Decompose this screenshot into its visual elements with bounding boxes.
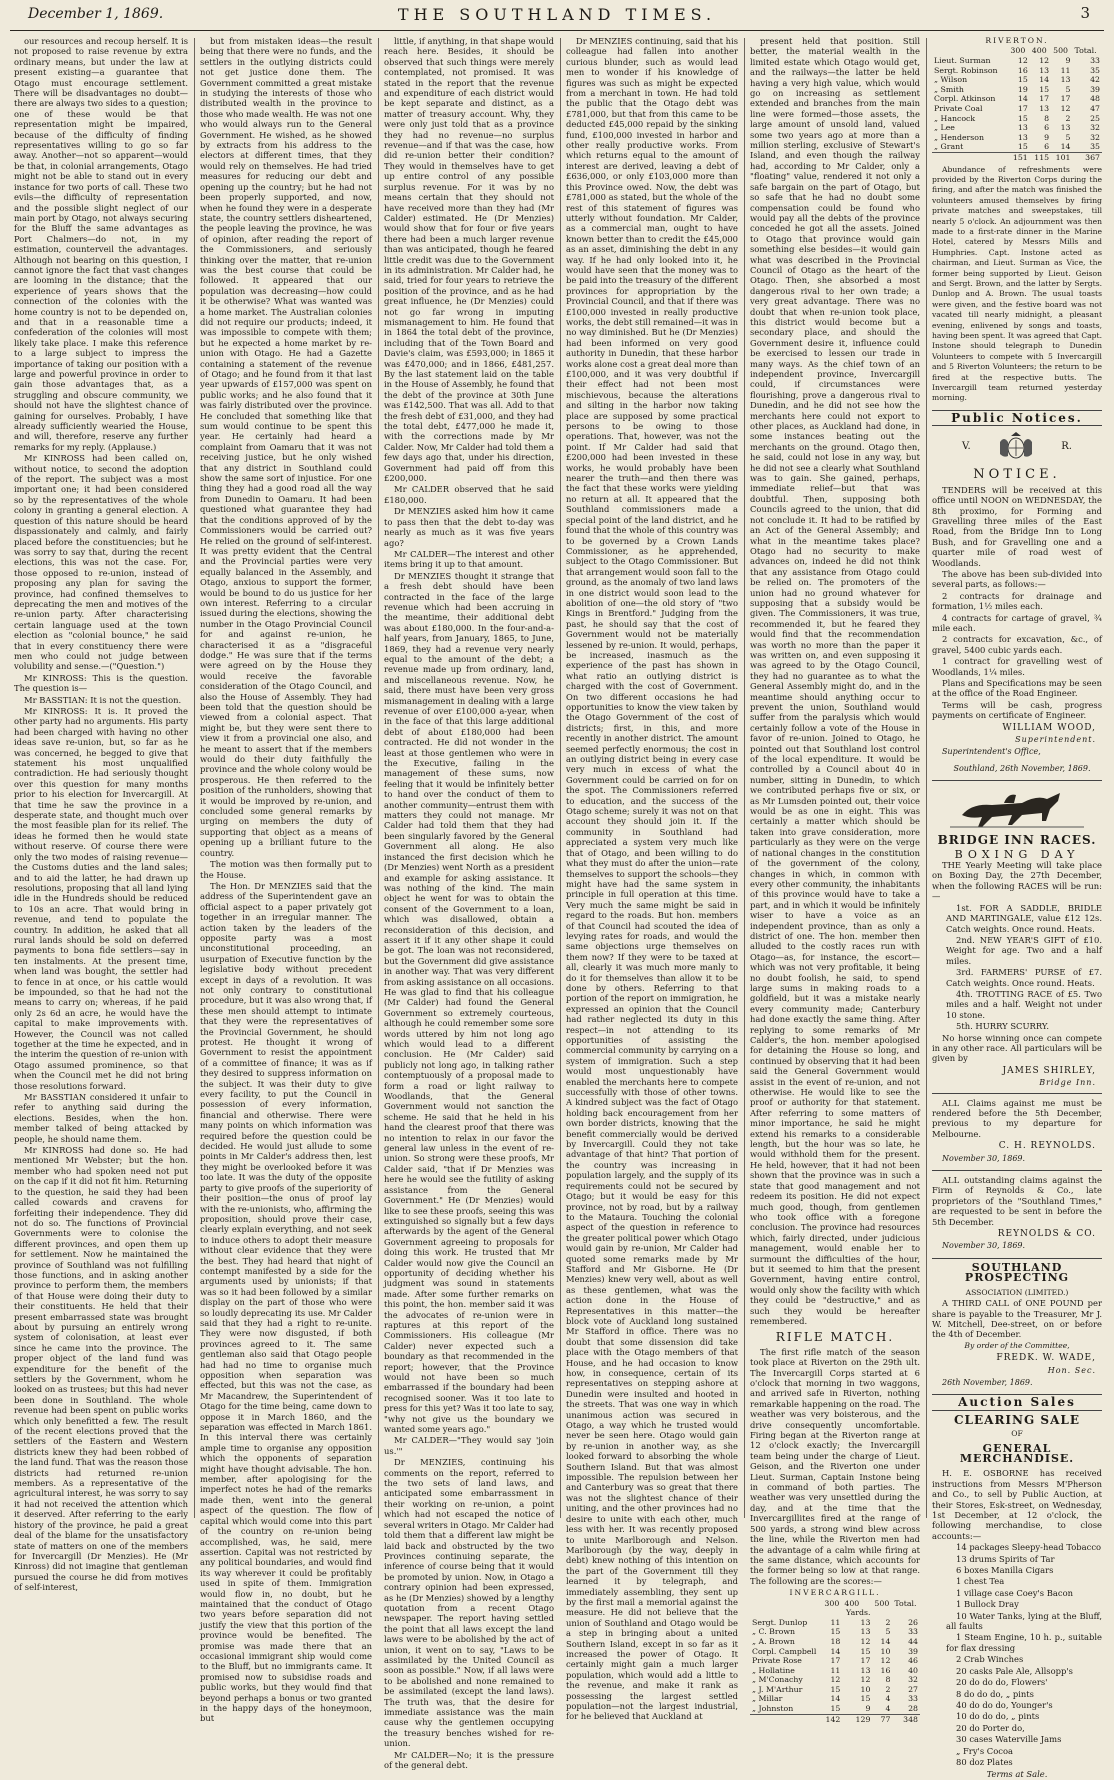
clearing-sale-of: OF (1011, 1429, 1023, 1439)
paragraph: Mr CALDER—No; it is the pressure of the general debt. (384, 1749, 554, 1771)
table-cell: 11 (1060, 65, 1071, 75)
table-cell: 142 (822, 1714, 842, 1724)
issue-date: December 1, 1869. (28, 6, 164, 22)
paragraph: 8 do do do, „ pints (956, 1688, 1034, 1699)
table-row (932, 46, 1102, 56)
paragraph: Mr KINROSS: It is. It proved the other party had no arguments. His party had been charged with having no other ideas save re-union, but, so far as he was concerned, he begged to give that statement his most unqualified contradiction. He had seriously thought over this question for many months prior to his election for Invercargill. At that time he saw the province in a desperate state, and thought much over the most feasible plan for its relief. The ideas he formed then he would state without reserve. Of course there were only the two modes of raising revenue—the Customs duties and the land sales; and to aid the latter, he had drawn up resolutions, proposing that all land lying idle in the Hundreds should be reduced to 10s an acre. That would bring in revenue, and tend to populate the country. In addition, he asked that all rural lands should be sold on deferred payments to bona fide settlers—say in ten instalments. At the present time, when land was bought, the settler had to fence in at once, or his cattle would be impounded, so that he had not the means to carry on; whereas, if he paid only 2s 6d an acre, he would have the capital to make improvements with. However, the Council was not called together at the time he expected, and in the interim the question of re-union with Otago assumed prominence, so that when the Council met he did not bring those resolutions forward. (14, 706, 188, 1091)
paragraph: 14 packages Sleepy-head Tobacco (956, 1542, 1102, 1553)
table-cell: 10 (880, 1646, 891, 1656)
table-cell: 14 (880, 1636, 891, 1646)
article-column-2 (200, 36, 372, 1724)
table-cell: 15 (1017, 75, 1028, 85)
paragraph: 2 Crab Winches (956, 1654, 1024, 1665)
notices-column (932, 36, 1102, 1780)
table-row (932, 114, 1102, 124)
races-sign-place: Bridge Inn. (1039, 1078, 1096, 1088)
paragraph: Mr KINROSS had been called on, without notice, to second the adoption of the report. The subject was a most important one; it had been considered so by the representatives of the whole colony in granting a general election. A question of this nature should be heard dispassionately and calmly, and fairly placed before the constituencies; but he was sorry to say that, during the recent elections, this was not the case. For, those opposed to re-union, instead of proposing any plan for saving the province, had confined themselves to deprecating the men and motives of the re-union party. After characterising certain language used at the town election as "colonial bounce," he said that in every constituency there were men who could not judge between volubility and sense.—("Question.") (14, 453, 188, 672)
table-row (932, 133, 1102, 143)
racehorse-icon (942, 785, 1092, 831)
table-cell: 19 (1017, 84, 1028, 94)
prospecting-sign-title: Hon. Sec. (1047, 1365, 1096, 1375)
table-cell: 6 (1044, 142, 1050, 152)
table-row (932, 85, 1102, 95)
table-cell: 33 (908, 1694, 918, 1704)
table-cell: 13 (1039, 65, 1050, 75)
claims-reynolds: ALL Claims against me must be rendered before the 5th December, previous to my departure for Melbourne. (932, 1097, 1102, 1139)
table-cell: 300 (1010, 46, 1026, 56)
paragraph: 3rd. FARMERS' PURSE of £7. Catch weights. Once round. Heats. (946, 967, 1102, 988)
table-cell: „ M'Conachy (752, 1675, 803, 1685)
paragraph: Mr CALDER—"They would say 'join us.'" (384, 1435, 554, 1456)
invercargill-scores-table (750, 1599, 920, 1725)
table-cell: „ Johnston (752, 1704, 794, 1714)
prospecting-text: A THIRD CALL of ONE POUND per share is payable to the Treasurer, Mr J. W. Mitchell, Dee-street, on or before the 4th of December. (932, 1298, 1102, 1340)
vr-left: V. (962, 441, 971, 453)
races-title: BRIDGE INN RACES. (937, 833, 1097, 848)
table-cell (932, 46, 1008, 56)
table-cell: 9 (865, 1704, 871, 1714)
table-cell: 15 (860, 1646, 871, 1656)
table-cell: 4 (885, 1694, 891, 1704)
prospecting-by: By order of the Committee, (964, 1340, 1070, 1350)
table-cell: 15 (830, 1627, 841, 1637)
paragraph: 1 contract for gravelling west of Woodlands, 1¼ miles. (932, 656, 1102, 677)
paragraph: Mr BASSTIAN: It is not the question. (24, 694, 182, 705)
table-cell: 13 (1060, 75, 1071, 85)
table-cell: „ Hollatine (752, 1665, 795, 1675)
table-cell: 33 (1090, 56, 1100, 65)
table-cell: 12 (830, 1675, 841, 1685)
table-cell: 5 (1065, 132, 1071, 142)
table-cell (822, 1608, 842, 1618)
table-cell: 17 (830, 1656, 841, 1666)
table-row (932, 66, 1102, 76)
newspaper-title: THE SOUTHLAND TIMES. (397, 5, 717, 24)
table-cell: 2 (885, 1617, 891, 1627)
table-cell: „ C. Brown (752, 1627, 796, 1637)
column-divider (378, 38, 379, 1518)
table-cell: 40 (908, 1665, 918, 1675)
table-row (750, 1685, 920, 1695)
claims-reynolds-date: November 30, 1869. (942, 1153, 1026, 1163)
table-cell: Total. (894, 1598, 917, 1608)
clearing-sale-title: CLEARING SALE (954, 1412, 1080, 1427)
table-cell: 14 (830, 1646, 841, 1656)
notice-title: NOTICE. (973, 467, 1061, 483)
table-cell: 6 (1044, 123, 1050, 133)
paragraph: 20 do do do, Flowers' (956, 1677, 1048, 1688)
table-cell: 13 (860, 1665, 871, 1675)
table-cell: 500 (874, 1598, 890, 1608)
table-cell: 33 (908, 1627, 918, 1637)
table-cell: 12 (880, 1656, 891, 1666)
table-cell: 15 (1017, 142, 1028, 152)
table-cell (750, 1714, 822, 1724)
column-divider (926, 38, 927, 1518)
table-row (750, 1599, 920, 1609)
paragraph: 2 contracts for excavation, &c., of gravel, 5400 cubic yards each. (932, 634, 1102, 655)
table-cell: 11 (830, 1665, 841, 1675)
table-cell: „ Wilson (934, 75, 968, 85)
table-row (750, 1637, 920, 1647)
paragraph: Dr MENZIES continuing, said that his colleague had fallen into another curious blunder, such as would lead men to wonder if his knowledge of figures was such as might be expected from a merchant in town. He had told the public that the Otago debt was £781,000, but that from this came to be deducted £45,000 repaid by the sinking fund, £100,000 invested in harbor and other really productive works. From which returns equal to the amount of interest are derived, leaving a debt of £636,000, or only £103,000 more than this Province owed. Now, the debt was £781,000 as stated, but the whole of the rest of this statement of figures was utterly without foundation. Mr Calder, as a commercial man, ought to have known better than to credit the £45,000 as an asset, diminishing the debt in any way. If he had only looked into it, he would have seen that the money was to be paid into the treasury of the different provinces for appropriation by the Provincial Council, and that if there was £100,000 invested in really productive works, the debt still remained—it was in no way diminished. But he (Dr Menzies) had been informed on very good authority in Dunedin, that these harbor works alone cost a great deal more than £100,000, and it was very doubtful if their effect had not been most mischievous, because the alterations and silting in the harbor now taking place are supposed by some practical persons to be owing to those operations. That, however, was not the point. If Mr Calder had said that £200,000 had been invested in these works, he would probably have been nearer the truth—and then there was the fact that these works were yielding no return at all. It appeared that the Southland commissioners made a special point of the land district, and he found that the whole of this country was to be governed by a Crown Lands Commissioner, as he apprehended, subject to the Otago Commissioner. But that arrangement would soon fall to the ground, as the anomaly of two land laws in one district would soon lead to the abolition of one—the old story of "two Kings in Brentford." Judging from the past, he should say that the cost of Government would not be materially lessened by re-union. It would, perhaps, be increased, inasmuch as the experience of the past has shown in what ratio an outlying district is charged with the cost of Government. On two different occasions he had opportunities to know the view taken by the Otago Government of the cost of districts; first, in this, and more recently in another district. The amount seemed perfectly enormous; the cost in an outlying district being in every case very much in excess of what the Government could be carried on for on the spot. The Commissioners referred to education, and the success of the Otago scheme; surely it was not on that account they should join it. If the community in Southland had appreciated a system very much like that of Otago, and been willing to do what they must do after the union—rate themselves to support the schools—they might have had the same system in principle in full operation at this time. Very much the same might be said in regard to the roads. But hon. members of that Council had scouted the idea of levying rates for roads, and would the same objections urge themselves on them now? If they were to be taxed at all, clearly it was much more manly to do it for themselves than allow it to be done by others. Referring to that portion of the report on immigration, he expressed an opinion that the Council had rather neglected its duty in this respect—in not attending to its opportunities of assisting the commercial community by carrying on a system of immigration. Such a step would most unquestionably have enabled the merchants here to compete successfully with those of other towns. A kindred subject was the fact of Otago holding back encouragement from her own border districts, knowing that the benefit commercially would be derived by Invercargill. Could they not take advantage of that hint? That portion of the country was increasing in population largely, and the supply of its requirements could not be secured by Otago; but it would be easy for this province, not by road, but by a railway to the Mataura. Touching the colonial aspect of the question in reference to the greater political power which Otago would gain by re-union, Mr Calder had quoted some remarks made by Mr Stafford and Mr Gisborne. He (Dr Menzies) knew very well, about as well as these gentlemen, what was the action done in the House of Representatives in this matter—the block vote of Auckland long sustained Mr Stafford in office. There was no doubt that some dissension did take place with the Otago members of that House, and he had occasion to know how, in consequence, certain of its representatives on stepping ashore at Dunedin were insulted and hooted in the streets. That was one way in which unanimous action was secured in Otago, a way which he trusted would never be seen here. Otago would gain by re-union in another way, as she looked forward to absorbing the whole Southern Island. But that was almost impossible. The repulsion between her and Canterbury was so great that there was not the slightest chance of their uniting, and the other provinces had no desire to unite with each other, much less with her. It was recently proposed to unite Marlborough and Nelson. Marlborough (by the way, deeply in debt) knew nothing of this intention on the part of the Government till they learned it by telegraph, and immediately assembling, they sent up by the first mail a memorial against the measure. He did not believe that the union of Southland and Otago would be a step in bringing about a united Southern Island, except in so far as it increased the power of Otago. It certainly might gain a much larger population, which would add a little to the revenue, and make it rank as possessing the largest settled population—not the largest industrial, for he believed that Auckland at (566, 36, 738, 1722)
table-cell: 17 (1017, 103, 1028, 113)
table-cell: 129 (842, 1714, 872, 1724)
royal-crest-icon (994, 432, 1038, 462)
table-cell: 8 (885, 1675, 891, 1685)
table-row (932, 56, 1102, 66)
table-cell: 9 (1065, 56, 1071, 65)
races-intro: THE Yearly Meeting will take place on Boxing Day, the 27th December, when the following RACES will be run:— (932, 860, 1102, 902)
paragraph: 1st. FOR A SADDLE, BRIDLE AND MARTINGALE, value £12 12s. Catch weights. Once round. Heats. (946, 902, 1102, 934)
table-cell (750, 1608, 822, 1618)
paragraph: 20 casks Pale Ale, Allsopp's (956, 1665, 1073, 1676)
paragraph: Dr MENZIES thought it strange that a fresh debt should have been contracted in the face of the large revenue which had been accruing in the meantime, their additional debt was about £180,000. In the four-and-a-half years, from January, 1865, to June, 1869, they had a revenue very nearly equal to the amount of the debt; a revenue made up from ordinary, land, and miscellaneous revenue. Now, he said, there must have been very gross mismanagement in dealing with a large revenue of over £100,000 a-year, when in the face of that this large additional debt of about £180,000 had been contracted. He did not wonder in the least at those gentlemen who were in the Executive, failing in the management of these sums, now feeling that it would be infinitely better to hand over the conduct of them to another community—entrust them with matters they could not manage. Mr Calder had told them that they had been singularly favored by the General Government all along. He also instanced the first decision which he (Dr Menzies) went North as a president and example for asking assistance. It was nothing of the kind. The main object he went for was to obtain the consent of the Government to a loan, which was disallowed, obtain a reconsideration of this decision, and assert it if it any other shape it could be got. The loan was not reconsidered, but the Government did give assistance in another way. That was very different from asking assistance on all occasions. He was glad to find that his colleague (Mr Calder) had found the General Government so extremely courteous, although he could remember some sore words uttered by him not long ago which would lead to a different conclusion. He (Mr Calder) said publicly not long ago, in talking rather contemptuously of a proposal made to form a road or light railway to Woodlands, that the General Government would not sanction the scheme. He said that he held in his hand the clearest proof that there was no intention to relax in our favor the general law unless in the event of re-union. So strong were these proofs, Mr Calder said, "that if Dr Menzies was here he would see the futility of asking assistance from the General Government." He (Dr Menzies) would like to see these proofs, seeing this was extinguished so signally but a few days afterwards by the agent of the General Government agreeing to proposals for doing this work. He trusted that Mr Calder would now give the Council an opportunity of deciding whether his judgment was sound in statements made. After some further remarks on this point, the hon. member said it was the advocates of re-union were in raptures at this report of the Commissioners. His colleague (Mr Calder) never expected such a boundary as that recommended in the report; however, that the Province would not have been so much embarrassed if the boundary had been recognised sooner. Was it too late to press for this yet? Was it too late to say, "why not give us the boundary we wanted some years ago." (384, 570, 554, 1435)
table-cell: 348 (892, 1714, 920, 1724)
paragraph: 40 do do do, Younger's (956, 1699, 1053, 1710)
paragraph: Mr BASSTIAN considered it unfair to refer to anything said during the elections. Besides, when the hon. member talked of being attacked by people, he should name them. (14, 1092, 188, 1144)
paragraph: our resources and recoup herself. It is not proposed to raise revenue by extra ordinary means, but under the law at present existing—a guarantee that Otago must encourage settlement. There will be disadvantages no doubt—there are always two sides to a question; one of these would be that representation might be impaired, because of the difficulty of finding representatives willing to go so far away. Another—not so apparent—would be that, in colonial arrangements, Otago might not be able to stand out in every instance for two ports of call. These two evils—the difficulty of representation and the possible slight neglect of our main port by Otago, not always securing for the Bluff the same advantages as Port Chalmers—do not, in my estimation, counterveil the advantages. Although not bearing on this question, I cannot ignore the fact that vast changes are looming in the distance; that the experience of years shows that the connection of the colonies with the home country is not to be depended on, and that in a reasonable time a confederation of the colonies will most likely take place. I make this reference to a large subject to impress the importance of taking our position with a large and powerful province in order to gain those advantages that, as a struggling and obscure community, we should not have the slightest chance of gaining for ourselves. Probably, I have already sufficiently wearied the House, and will, therefore, reserve any further remarks for my reply. (Applause.) (14, 36, 189, 452)
table-cell: 14 (1039, 75, 1050, 85)
paragraph: The first rifle match of the season took place at Riverton on the 29th ult. The Invercargill Corps started at 6 o'clock that morning in two waggons, and arrived safe in Riverton, nothing remarkable happening on the road. The weather was very boisterous, and the drive consequently uncomfortable. Firing began at the Riverton range at 12 o'clock exactly; the Invercargill team being under the charge of Lieut. Geison, and the Riverton one under Lieut. Surman, Captain Instone being in command of both parties. The weather was very unsettled during the day, and at the time that the Invercargillites fired at the range of 500 yards, a strong wind blew across the line, while the Riverton men had the advantage of a calm while firing at the same distance, which accounts for the former being so low at that range. The following are the scores:— (750, 1346, 920, 1586)
table-row (932, 94, 1102, 104)
table-cell: 17 (860, 1656, 871, 1666)
paragraph: TENDERS will be received at this office until NOON on WEDNESDAY, the 8th proximo, for Forming and Gravelling three miles of the East Road, from the Bridge Inn to Long Bush, and for Gravelling one and a quarter mile of road west of Woodlands. (932, 484, 1102, 568)
table-cell: 32 (1090, 132, 1100, 142)
table-row (750, 1675, 920, 1685)
table-cell: 15 (860, 1694, 871, 1704)
prospecting-sign: FREDK. W. WADE, (996, 1353, 1096, 1364)
table-cell: Sergt. Dunlop (752, 1617, 808, 1627)
office-date: Southland, 26th November, 1869. (953, 763, 1091, 773)
paragraph: Mr KINROSS had done so. He had mentioned Mr Webster; but the hon. member who had spoken need not put on the cap if it did not fit him. Returning to the question, he said they had been called cowards and cravens for forfeiting their independence. They did not do so. The functions of Provincial Governments were to colonise the different provinces, and open them up for settlement. Now he maintained the province of Southland was not fulfilling those functions, and in asking another province to perform them, the members of that House were doing their duty to their constituents. He held that their present embarrassed state was brought about by pursuing an entirely wrong system of colonisation, at least ever since he came into the province. The proper object of the land fund was expenditure for the benefit of the settlers by the Government, whom he looked on as trustees; but this had never been done in Southland. The whole revenue had been spent on public works which only benefitted a few. The result of the recent elections proved that the settlers of the Eastern and Western districts knew they had been robbed of the land fund. That was the reason those districts had returned re-union members. As a representative of the agricultural interest, he was sorry to say it had not received the attention which it deserved. After referring to the early history of the province, he paid a great deal of the blame for the unsatisfactory state of matters on one of the members for Invercargill (Dr Menzies). He (Mr Kinross) did not imagine that gentleman pursued the course he did from motives of self-interest, (14, 1145, 188, 1593)
article-column-4 (566, 36, 738, 1722)
paragraph: Mr CALDER observed that he said £180,000. (384, 484, 554, 505)
table-cell: 500 (1053, 46, 1069, 56)
table-cell: 17 (1060, 94, 1071, 104)
table-cell: 47 (1090, 103, 1100, 113)
table-cell: 400 (1031, 46, 1047, 56)
paragraph: 80 doz Plates (956, 1756, 1013, 1767)
table-row (750, 1714, 920, 1724)
paragraph: The motion was then formally put to the House. (200, 859, 372, 880)
table-cell: 101 (1051, 152, 1072, 162)
table-cell: Corpl. Campbell (752, 1646, 817, 1656)
table-cell: „ J. M'Arthur (752, 1684, 803, 1694)
table-cell: 367 (1073, 152, 1103, 162)
table-cell: 12 (1039, 56, 1050, 65)
table-cell: 77 (872, 1714, 892, 1724)
table-cell: 14 (1060, 142, 1071, 152)
table-cell: 17 (1039, 94, 1050, 104)
table-row (750, 1666, 920, 1676)
table-cell: 28 (908, 1704, 918, 1714)
table-cell: 14 (830, 1694, 841, 1704)
table-row (750, 1627, 920, 1637)
table-cell: 15 (830, 1704, 841, 1714)
table-cell: 4 (885, 1704, 891, 1714)
table-cell: 39 (1090, 84, 1100, 94)
table-cell: 12 (860, 1675, 871, 1685)
paragraph: The Hon. Dr MENZIES said that the address of the Superintendent gave an official aspect to a paper privately got together in an irregular manner. The action taken by the leaders of the opposite party was a most unconstitutional proceeding, an usurpation of Executive function by the legislative body without precedent except in days of a revolution. It was not only contrary to constitutional procedure, but it was also wrong that, if these men should attempt to intimate that they were the representatives of the Provincial Government, he should protest. He thought it wrong of Government to resist the appointment of a committee of finance; it was as if they desired to suppress information on the subject. It was their duty to give every facility, to put the Council in possession of every information, financial and otherwise. There were many points on which information was required before the question could be decided. He would just allude to some points in Mr Calder's address then, lest they might be overlooked before it was too late. It was the duty of the opposite party to give proofs of the superiority of their position—the onus of proof lay with the re-unionists, who, affirming the proposition, should prove their case, clearly explain everything, and not seek to induce others to adopt their measure without clear evidence that they were the best. They had heard that night of contempt manifested by a side for the arguments used by unionists; if that was so it had been followed by a similar display on the part of those who were so loudly deprecating its use. Mr Calder said that they had a right to re-unite. They were now disgusted, if both provinces agreed to it. The same gentleman also said that Otago people had had no time to organise much opposition when separation was effected, but this was not the case, as Mr Macandrew, the Superintendent of Otago for the time being, came down to oppose it in March 1860, and the separation was effected in March 1861. In this interval there was certainly ample time to organise any opposition which the opponents of separation might have thought advisable. The hon. member, after apologising for the imperfect notes he had of the remarks made then, went into the general aspect of the question. The flow of capital which would come into this part of the country on re-union being accomplished, was, he said, mere assertion. Capital was not restricted by any political boundaries, and would find its way wherever it could be profitably used in spite of them. Immigration would flow in, no doubt, but he maintained that the conduct of Otago two years before separation did not justify the view that this portion of the province would be benefited. The promise was made there that an occasional immigrant ship would come to the Bluff, but no immigrants came. It promised now to subsidise roads and public works, but they would find that beyond perhaps a bonus or two granted in the happy days of the honeymoon, but (200, 880, 372, 1724)
paragraph: Terms will be cash, progress payments on certificate of Engineer. (932, 699, 1102, 721)
table-row (750, 1694, 920, 1704)
paragraph: 1 village case Coey's Bacon (956, 1587, 1074, 1598)
table-row (750, 1647, 920, 1657)
public-notices-header: Public Notices. (932, 410, 1102, 426)
table-cell: 13 (1039, 103, 1050, 113)
paragraph: 4th. TROTTING RACE of £5. Two miles and a half. Weight not under 10 stone. (946, 988, 1102, 1020)
paragraph: 2 contracts for drainage and formation, 1½ miles each. (932, 590, 1102, 612)
table-cell: Total. (1074, 46, 1097, 56)
table-cell: 48 (1090, 94, 1100, 104)
table-cell (892, 1608, 920, 1618)
auction-terms: Terms at Sale. (986, 1769, 1048, 1780)
claims-firm-date: November 30, 1869. (942, 1241, 1026, 1251)
table-cell: 13 (860, 1627, 871, 1637)
table-cell: 12 (860, 1636, 871, 1646)
invercargill-title: INVERCARGILL. (789, 1588, 881, 1598)
table-row (750, 1704, 920, 1714)
general-merchandise-title: GENERAL MERCHANDISE. (959, 1441, 1075, 1465)
table-row (750, 1608, 920, 1618)
riverton-after-text: Abundance of refreshments were provided by the Riverton Corps during the firing, and after the match was finished the volunteers amused themselves by firing private matches and sweepstakes, till nearly 5 o'clock. An adjournment was then made to a first-rate dinner in the Marine Hotel, catered by Messrs Mills and Humphries. Capt. Instone acted as chairman, and Lieut. Surman as Vice, the former being supported by Lieut. Geison and Sergt. Brown, and the latter by Sergts. Dunlop and A. Brown. The usual toasts were given, and the festive board was not vacated till nearly midnight, a pleasant evening, enlivened by songs and toasts, having been spent. It was agreed that Capt. Instone should telegraph to Dunedin Volunteers to compete with 5 Invercargill and 5 Riverton Volunteers; the return to be fired at the respective butts. The Invercargill team returned yesterday morning. (932, 164, 1102, 403)
table-cell: 115 (1030, 152, 1051, 162)
table-cell: 15 (1017, 113, 1028, 123)
table-cell: „ Millar (752, 1694, 783, 1704)
paragraph: 5th. HURRY SCURRY. (956, 1021, 1049, 1032)
table-cell: Private Rose (752, 1656, 802, 1666)
table-cell: 15 (1039, 84, 1050, 94)
table-cell: 14 (1017, 94, 1028, 104)
table-cell: „ Hancock (934, 113, 976, 123)
table-cell: 151 (1008, 152, 1029, 162)
table-cell: 2 (1065, 113, 1071, 123)
office-name: Superintendent's Office, (942, 747, 1041, 757)
table-cell: 13 (860, 1617, 871, 1627)
table-cell: 2 (885, 1684, 891, 1694)
auction-intro: H. E. OSBORNE has received instructions from Messrs M'Pherson and Co., to sell by Public Auction, at their Stores, Esk-street, on Wednesday, 1st December, at 12 o'clock, the following merchandise, to close accounts:— (932, 1468, 1102, 1541)
paragraph: Plans and Specifications may be seen at the office of the Road Engineer. (932, 678, 1102, 699)
table-cell: 300 (824, 1598, 840, 1608)
paragraph: Mr KINROSS: This is the question. The question is— (14, 672, 188, 694)
table-cell: „ Smith (934, 84, 964, 94)
table-cell: Lieut. Surman (934, 56, 991, 65)
claims-firm: ALL outstanding claims against the Firm of Reynolds & Co., late proprietors of the "Southland Times," are requested to be sent in before the 5th December. (932, 1175, 1102, 1227)
table-cell: 44 (908, 1636, 918, 1646)
table-cell: Sergt. Robinson (934, 65, 998, 75)
column-divider (560, 38, 561, 1518)
paragraph: Mr CALDER—The interest and other items bring it up to that amount. (384, 548, 554, 570)
superintendent-signature: WILLIAM WOOD, (1002, 722, 1096, 733)
claims-firm-sign: REYNOLDS & CO. (997, 1229, 1096, 1240)
claims-reynolds-sign: C. H. REYNOLDS. (998, 1141, 1096, 1152)
table-row (932, 142, 1102, 152)
table-cell: 5 (885, 1627, 891, 1637)
rifle-match-title: RIFLE MATCH. (775, 1330, 895, 1345)
table-row (932, 123, 1102, 133)
table-cell (750, 1599, 822, 1609)
table-cell: „ A. Brown (752, 1636, 795, 1646)
column-divider (194, 38, 195, 1518)
article-column-5 (750, 36, 920, 1724)
column-divider (744, 38, 745, 1518)
table-cell: 16 (880, 1665, 891, 1675)
table-cell: 18 (830, 1636, 841, 1646)
superintendent-title: Superintendent. (1015, 735, 1096, 745)
paragraph: 10 Water Tanks, lying at the Bluff, all faults (946, 1610, 1102, 1632)
paragraph: little, if anything, in that shape would reach here. Besides, it should be observed that such things were merely contemplated, not promised. It was stated in the report that the revenue and expenditure of each district would be kept separate and distinct, as a matter of treasury account. Why, they were only just told that as a province they had no revenue—no surplus revenue—and if that was the case, how did re-union better their condition? They would in themselves have to get up entire control of any possible surplus revenue. For it was by no means certain that they should not have received more than they had (Mr Calder) estimated. He (Dr Menzies) would show that for four or five years there had been a much larger revenue than was anticipated, though he feared little credit was due to the Government in its administration. Mr Calder had, he said, tried for four years to retrieve the position of the province, and as he had great influence, he (Dr Menzies) could not go far wrong in imputing mismanagement to him. He found that in 1864 the total debt of the province, including that of the Town Board and Davie's claim, was £593,000; in 1865 it was £470,000; and in 1866, £481,257. By the last statement laid on the table in the House of Assembly, he found that the debt of the province at 30th June was £142,500. That was all. Add to that the fresh debt of £31,000, and they had the total debt, £477,000 he made it, with the corrections made by Mr Calder. Now, Mr Calder had told them a few days ago that, under his direction, Government had paid off from this £200,000. (384, 36, 554, 484)
table-cell: Yards. (846, 1608, 871, 1618)
table-cell: 32 (1090, 123, 1100, 133)
table-cell: Corpl. Atkinson (934, 94, 996, 104)
table-row (932, 104, 1102, 114)
paragraph: 4 contracts for cartage of gravel, ¾ mile each. (932, 612, 1102, 633)
table-cell: 46 (908, 1656, 918, 1666)
table-cell: 8 (1044, 113, 1050, 123)
table-cell: 35 (1090, 65, 1100, 75)
vr-right: R. (1061, 441, 1072, 453)
table-cell: 13 (1017, 132, 1028, 142)
table-cell: 26 (908, 1617, 918, 1627)
masthead (10, 4, 1104, 31)
table-cell: 42 (1090, 75, 1100, 85)
table-cell: 39 (908, 1646, 918, 1656)
table-cell: 11 (830, 1617, 841, 1627)
paragraph: 1 Steam Engine, 10 h. p., suitable for flax dressing (946, 1632, 1102, 1653)
auction-sales-header: Auction Sales (932, 1394, 1102, 1410)
table-row (750, 1618, 920, 1628)
table-cell: 27 (908, 1684, 918, 1694)
table-cell: 5 (1065, 84, 1071, 94)
paragraph: Dr MENZIES, continuing his comments on the report, referred to the two sets of land laws, and anticipated some embarrassment in their working on re-union, a point which had not escaped the notice of several writers in Otago. Mr Calder had told them that a different law might be laid back and obstructed by the two Provinces continuing separate, the inference of course being that it would be promoted by union. Now, in Otago a contrary opinion had been expressed, as he (Dr Menzies) showed by a lengthy quotation from a recent Otago newspaper. The report having settled the point that all laws except the land laws were to be abolished by the act of union, it went on to say, "Laws to be assimilated by the United Council as soon as possible." Now, if all laws were to be abolished and none remained to be assimilated (except the land laws). The truth was, that the desire for immediate assistance was the main cause why the gentlemen occupying the treasury benches wished for re-union. (384, 1457, 555, 1749)
paragraph: 1 Bullock Dray (956, 1599, 1019, 1610)
table-cell: 13 (1017, 123, 1028, 133)
table-row (932, 75, 1102, 85)
table-cell: Private Coal (934, 103, 983, 113)
paragraph: 6 boxes Manilla Cigars (956, 1565, 1054, 1576)
article-column-1 (14, 36, 189, 1593)
table-cell (872, 1608, 892, 1618)
table-cell: 32 (908, 1675, 918, 1685)
table-row (932, 152, 1102, 162)
table-cell: 25 (1090, 113, 1100, 123)
table-cell: 400 (844, 1598, 860, 1608)
article-column-3 (384, 36, 555, 1771)
table-cell: 35 (1090, 142, 1100, 152)
table-cell: „ Grant (934, 142, 964, 152)
riverton-scores-table (932, 46, 1102, 162)
paragraph: Dr MENZIES asked him how it came to pass then that the debt to-day was nearly as much as it was five years ago? (384, 506, 554, 548)
table-cell: 15 (830, 1684, 841, 1694)
paragraph: 10 do do do, „ pints (956, 1711, 1040, 1722)
races-subtitle: BOXING DAY (954, 847, 1080, 861)
table-cell: „ Lee (934, 123, 955, 133)
paragraph: The above has been sub-divided into several parts, as follows:— (932, 568, 1102, 590)
table-cell: „ Henderson (934, 132, 985, 142)
paragraph: 2nd. NEW YEAR'S GIFT of £10. Weight for age. Two and a half miles. (946, 934, 1102, 966)
prospecting-date: 26th November, 1869. (942, 1377, 1033, 1387)
paragraph: but from mistaken ideas—the result being that there were no funds, and the settlers in the outlying districts could not get justice done them. The Government committed a great mistake in studying the interests of those who distributed wealth in the province to those who made wealth. He was not one who would always run to the General Government. He wished, as he showed by extracts from his address to the electors at different times, that they would rely on themselves. He had tried measures for reducing our debt and opening up the country; but he had not been properly supported, and now, when he found they were in a desperate state, the country settlers disheartened, the people leaving the province, he was of opinion, after reading the report of the Commissioners, and seriously thinking over the matter, that re-union was the best course that could be followed. It appeared that our population was decreasing—how could it be otherwise? What was wanted was a home market. The Australian colonies did not require our products; indeed, it was impossible to compete with them; but he expected a home market by re-union with Otago. He had a Gazette containing a statement of the revenue of Otago; and he found from it that last year upwards of £157,000 was spent on public works; and he also found that it was fairly distributed over the province. He concluded that something like that sum would continue to be spent this year. He certainly had heard a complaint from Oamaru that it was not receiving justice, but he only wished that any district in Southland could show the same sort of injustice. For one thing they had a good road all the way from Dunedin to Oamaru. It had been questioned what guarantee they had that the conditions approved of by the Commissioners would be carried out? He relied on the ground of self-interest. It was pretty evident that the Central and the Provincial parties were very equally balanced in the Assembly, and Otago, anxious to support the former, would be bound to do us justice for her own interest. Referring to a circular issued during the elections, showing the number in the Otago Provincial Council for and against re-union, he characterised it as a "disgraceful dodge." He was sure that if the terms were agreed on by the House they would receive the favorable consideration of the Otago Council, and also the House of Assembly. They had been told that the question should be viewed from a colonial aspect. That might be, but they were sent there to view it from a provincial one also, and he meant to assert that if the members would do their duty faithfully the province and the whole colony would be prosperous. He then referred to the position of the runholders, showing that it would be improved by re-union, and concluded some general remarks by urging on members the duty of supporting that object as a means of opening up a brilliant future to the country. (200, 36, 372, 858)
paragraph: 30 cases Waterville Jams (956, 1734, 1062, 1745)
races-footer: No horse winning once can compete in any other race. All particulars will be given by (932, 1032, 1102, 1064)
prospecting-subtitle: ASSOCIATION (LIMITED.) (965, 1287, 1069, 1297)
paragraph: present held that position. Still better, the material wealth in the limited estate which Otago would get, and the railways—the latter be held having a very high value, which would go on increasing as settlement extended and branches from the main line were formed—those assets, the large amount of unsold land, valued some two years ago at more than a million sterling, exclusive of Stewart's Island, and even though the railway had, according to Mr Calder, only a "floating" value, rendered it not only a safe bargain on the part of Otago, but so safe that he had no doubt some compensation could be found who would pay all the debts of the province conceded he got all the assets. Joined to Otago that province would gain something else besides—it would gain what was described in the Provincial Council of Otago as the heart of the Otago. Then, she absorbed a most dangerous rival to her own trade; a very great advantage. There was no doubt that when re-union took place, this district would become but a secondary place, and should the Government desire it, influence could be exercised to lessen our trade in many ways. As the chief town of an independent province, Invercargill could, if circumstances were flourishing, prove a dangerous rival to Dunedin, and he did not see how the merchants here could not export to other places, as Auckland had done, in some instances beating out the merchants on the ground. Otago then, he said, could not lose in any way, but he did not see a clearly what Southland was to gain. She gained, perhaps, immediate relief—but that was doubtful. Then, supposing both Councils agreed to the union, that did not conclude it. It had to be ratified by an Act of the General Assembly; and what in the meantime takes place? Otago had no security to make advances on, indeed he did not think that any assistance from Otago could be relied on. The promoters of the union had no ground whatever for supposing that a subsidy would be given. The Commissioners, it was true, recommended it, but he feared they would find that the recommendation was worth no more than the paper it was written on, and even supposing it was agreed to by the Otago Council, they had no guarantee as to what the General Assembly might do, and in the meantime should anything occur to prevent the union, Southland would suffer from the paralysis which would certainly follow a vote of the House in favor of re-union. Joined to Otago, he pointed out that Southland lost control of the local expenditure. It would be controlled by a Council about 40 in number, sitting in Dunedin, to which we contributed perhaps five or six, or as Mr Lumsden pointed out, their voice would be as one in eight. This was certainly a matter which should be taken into grave consideration, more particularly as they were on the verge of national changes in the constitution of the government of the colony, changes in which, in common with every other community, the inhabitants of this province would have to take a part, and in which it would be infinitely wiser to have a voice as an independent province, than as only a district of one. The hon. member then alluded to the costly races run with Otago—as, for instance, the escort—which was not very profitable, it being no doubt foolish, he said, to spend large sums in making roads to a goldfield, but it was a mistake nearly every community made; Canterbury had done exactly the same thing. After replying to some remarks of Mr Calder's, the hon. member apologised for detaining the House so long, and continued by observing that it had been said the General Government would assist in the event of re-union, and not otherwise. He would like to see the proof or authority for that statement. After referring to some matters of minor importance, he said he might extend his remarks to a considerable length, but the hour was so late, he would withhold them for the present. He held, however, that it had not been shown that the province was in such a state that good management and not redeem its position. He did not expect much good, though, from gentlemen who took office with a foregone conclusion. The province had resources which, fairly directed, under judicious management, would enable her to surmount the difficulties of the hour, but it seemed to him that the present Government, having entire control, would only show the facility with which they could be "destructive," and as such they would be hereafter remembered. (750, 36, 920, 1326)
table-cell: 9 (1044, 132, 1050, 142)
page-number: 3 (1080, 4, 1090, 22)
paragraph: „ Fry's Cocoa (956, 1745, 1013, 1756)
races-signature: JAMES SHIRLEY, (1002, 1065, 1096, 1076)
table-cell: 16 (1017, 65, 1028, 75)
table-cell: 12 (1017, 56, 1028, 65)
table-cell: 10 (860, 1684, 871, 1694)
table-cell: 13 (1060, 123, 1071, 133)
paragraph: 1 chest Tea (956, 1576, 1005, 1587)
table-cell (932, 152, 1008, 162)
table-row (750, 1656, 920, 1666)
paragraph: 13 drums Spirits of Tar (956, 1553, 1055, 1564)
table-cell: 12 (1060, 103, 1071, 113)
riverton-title: RIVERTON. (985, 36, 1049, 45)
paragraph: 20 do Porter do, (956, 1722, 1025, 1733)
prospecting-title: SOUTHLAND PROSPECTING (964, 1260, 1070, 1285)
